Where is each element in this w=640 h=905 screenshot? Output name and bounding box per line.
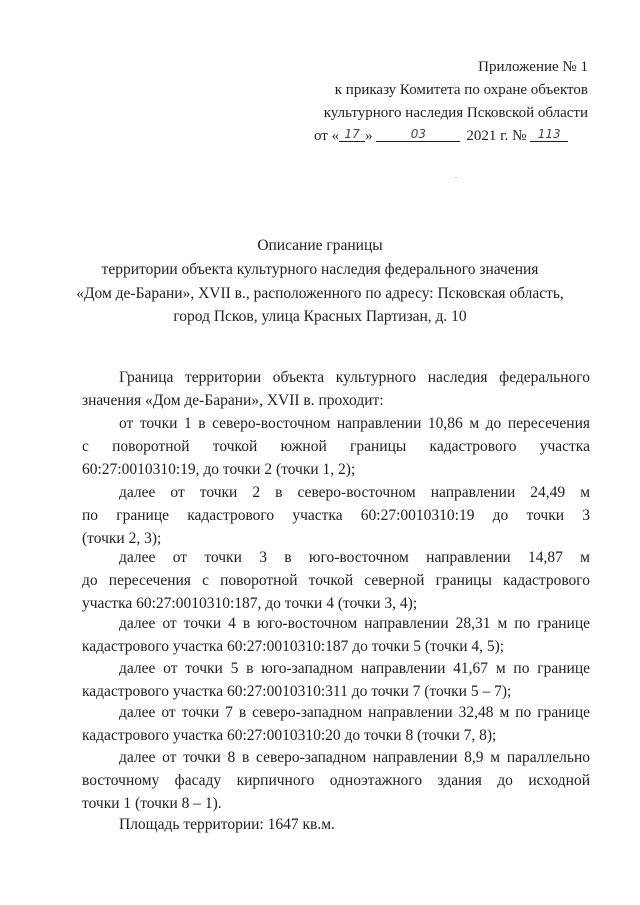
appendix-label: Приложение № 1 (478, 59, 588, 75)
area-paragraph (82, 813, 590, 836)
committee-name-line: культурного наследия Псковской области (323, 105, 588, 121)
segment-1-line-3: 60:27:0010310:19, до точки 2 (точки 1, 2); (82, 461, 356, 478)
segment-5-line-2: кадастрового участка 60:27:0010310:311 до точки 7 (точки 5 – 7); (82, 683, 512, 700)
intro-paragraph (82, 366, 590, 412)
segment-4-line-1: далее от точки 4 в юго-восточном направлении 28,31 м по границе (119, 615, 590, 632)
segment-2-line-3: (точки 2, 3); (82, 530, 162, 547)
order-reference-line: к приказу Комитета по охране объектов (334, 82, 588, 98)
title-line-2: территории объекта культурного наследия федерального значения (101, 261, 539, 278)
segment-4-paragraph (82, 612, 590, 658)
segment-3-paragraph (82, 546, 590, 615)
segment-5-line-1: далее от точки 5 в юго-западном направлении 41,67 м по границе (119, 660, 590, 677)
segment-6-line-2: кадастрового участка 60:27:0010310:20 до точки 8 (точки 7, 8); (82, 727, 497, 744)
segment-7-line-2: восточному фасаду кирпичного одноэтажного здания до исходной (82, 772, 590, 789)
scan-speck (455, 177, 457, 178)
segment-2-line-2: по границе кадастрового участка 60:27:0010310:19 до точки 3 (82, 507, 590, 524)
title-line-1: Описание границы (257, 237, 383, 254)
segment-7-line-3: точки 1 (точки 8 – 1). (82, 795, 222, 812)
order-date-line (314, 126, 568, 146)
segment-2-paragraph (82, 481, 590, 550)
segment-1-paragraph (82, 412, 590, 481)
handwritten-order-number: 113 (530, 127, 568, 142)
segment-3-line-3: участка 60:27:0010310:187, до точки 4 (точки 3, 4); (82, 595, 418, 612)
segment-7-paragraph (82, 746, 590, 815)
title-line-4: город Псков, улица Красных Партизан, д. 10 (173, 308, 467, 325)
segment-1-line-2: с поворотной точкой южной границы кадастрового участка (82, 438, 590, 455)
intro-line-2: значения «Дом де-Барани», XVII в. проходит: (82, 392, 384, 409)
handwritten-month: 03 (376, 127, 460, 142)
intro-line-1: Граница территории объекта культурного наследия федерального (119, 369, 590, 386)
territory-area: Площадь территории: 1647 кв.м. (119, 816, 335, 833)
handwritten-day: 17 (339, 127, 365, 142)
segment-2-line-1: далее от точки 2 в северо-восточном направлении 24,49 м (119, 484, 590, 501)
segment-6-line-1: далее от точки 7 в северо-западном направлении 32,48 м по границе (119, 704, 590, 721)
year-and-number-label: 2021 г. № (466, 128, 527, 144)
segment-4-line-2: кадастрового участка 60:27:0010310:187 до точки 5 (точки 4, 5); (82, 638, 505, 655)
date-prefix: от « (314, 128, 340, 144)
segment-7-line-1: далее от точки 8 в северо-западном направлении 8,9 м параллельно (119, 749, 590, 766)
segment-3-line-2: до пересечения с поворотной точкой северной границы кадастрового (82, 572, 590, 589)
segment-5-paragraph (82, 657, 590, 703)
title-line-3: «Дом де-Барани», XVII в., расположенного по адресу: Псковская область, (76, 285, 564, 302)
segment-1-line-1: от точки 1 в северо-восточном направлении 10,86 м до пересечения (119, 415, 590, 432)
segment-6-paragraph (82, 701, 590, 747)
date-mid: » (365, 128, 373, 144)
segment-3-line-1: далее от точки 3 в юго-восточном направлении 14,87 м (119, 549, 590, 566)
